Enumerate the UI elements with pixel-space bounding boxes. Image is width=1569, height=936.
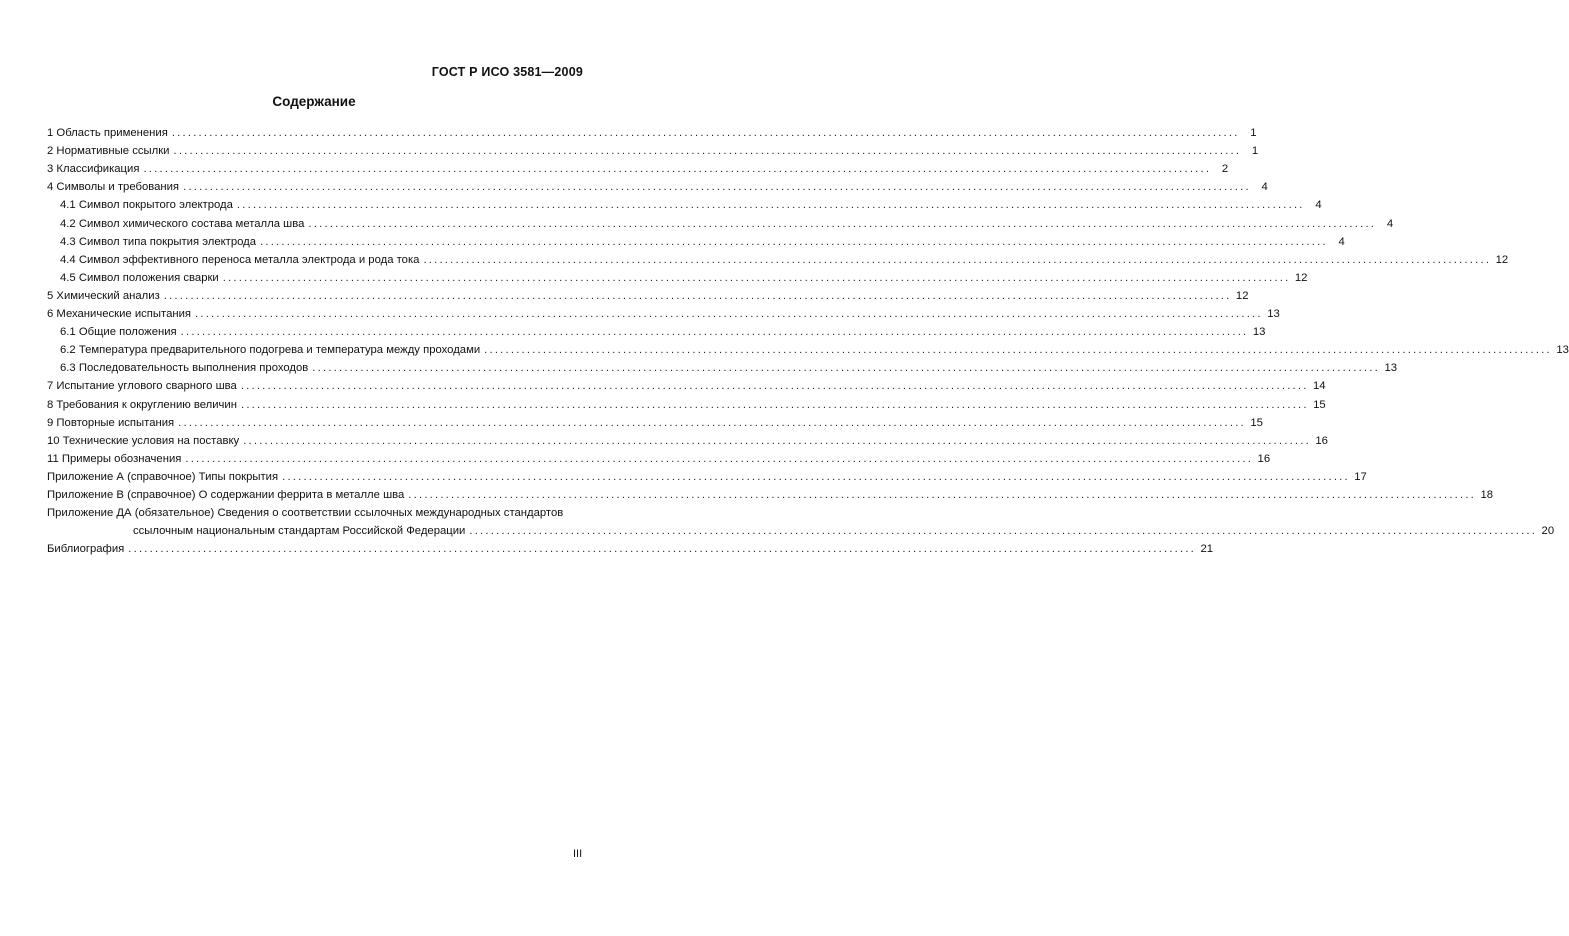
- toc-leader: ........................................................................................................................................................................................................: [240, 380, 1309, 393]
- toc-entry[interactable]: [47, 285, 1249, 303]
- toc-entry-page: 13: [1267, 308, 1280, 321]
- toc-entry-page: 16: [1257, 452, 1271, 465]
- toc-entry-label: 3 Классификация: [47, 163, 140, 176]
- toc-entry-page: 4: [1261, 181, 1268, 194]
- toc-leader: ........................................................................................................................................................................................................: [171, 127, 1240, 140]
- toc-entry-page: 4: [1386, 217, 1394, 230]
- toc-entry-page: 1: [1250, 127, 1257, 140]
- toc-entry-page: 12: [1495, 253, 1509, 266]
- toc-entry-label: 10 Технические условия на поставку: [47, 434, 240, 447]
- toc-entry-page: 16: [1315, 434, 1328, 447]
- toc-entry[interactable]: [47, 448, 1271, 466]
- toc-entry-label: 4.2 Символ химического состава металла шва: [60, 217, 305, 230]
- toc-bibliography[interactable]: [47, 538, 1214, 556]
- toc-entry[interactable]: [47, 412, 1263, 430]
- toc-entry-page: 17: [1354, 470, 1367, 483]
- toc-entry[interactable]: [47, 430, 1328, 448]
- toc-entry[interactable]: [47, 375, 1326, 393]
- toc-entry-label: 11 Примеры обозначения: [47, 452, 182, 465]
- toc-entry-page: 2: [1221, 163, 1229, 176]
- toc-leader: ........................................................................................................................................................................................................: [236, 199, 1305, 212]
- toc-leader: ........................................................................................................................................................................................................: [260, 235, 1328, 248]
- toc-leader: ........................................................................................................................................................................................................: [282, 470, 1350, 483]
- toc-subentry[interactable]: [47, 194, 1322, 212]
- toc-entry[interactable]: [47, 393, 1326, 411]
- page-number: III: [573, 848, 583, 860]
- toc-entry-label: 6 Механические испытания: [47, 308, 192, 321]
- toc-entry-page: 12: [1294, 271, 1308, 284]
- toc-entry[interactable]: [47, 176, 1268, 194]
- toc-entry-page: 12: [1235, 289, 1249, 302]
- toc-entry-label: 9 Повторные испытания: [47, 416, 175, 429]
- toc-leader: ........................................................................................................................................................................................................: [183, 181, 1251, 194]
- toc-leader: ........................................................................................................................................................................................................: [222, 271, 1291, 284]
- toc-leader: ........................................................................................................................................................................................................: [185, 452, 1254, 465]
- toc-entry-page: 13: [1384, 362, 1398, 375]
- toc-entry-page: 21: [1200, 543, 1214, 556]
- toc-entry-label: 8 Требования к округлению величин: [47, 398, 237, 411]
- toc-entry-label: Приложение А (справочное) Типы покрытия: [47, 470, 279, 483]
- toc-leader: ........................................................................................................................................................................................................: [308, 217, 1377, 230]
- toc-entry[interactable]: [47, 140, 1259, 158]
- toc-subentry[interactable]: [47, 321, 1266, 339]
- toc-leader: ........................................................................................................................................................................................................: [173, 145, 1242, 158]
- toc-entry-label: 4.5 Символ положения сварки: [60, 271, 219, 284]
- toc-entry-label: 2 Нормативные ссылки: [47, 145, 170, 158]
- toc-entry-label: 6.2 Температура предварительного подогрева и температура между проходами: [60, 344, 481, 357]
- toc-entry-label-continued: ссылочным национальным стандартам Российской Федерации: [133, 524, 466, 537]
- standard-designation: ГОСТ Р ИСО 3581—2009: [431, 65, 583, 79]
- toc-leader: ........................................................................................................................................................................................................: [423, 253, 1492, 266]
- toc-entry-page: 15: [1250, 416, 1263, 429]
- toc-subentry[interactable]: [47, 249, 1509, 267]
- toc-entry-page: 20: [1541, 524, 1555, 537]
- toc-appendix[interactable]: [47, 466, 1367, 484]
- toc-entry-label: 4.1 Символ покрытого электрода: [60, 199, 233, 212]
- toc-entry[interactable]: [47, 303, 1280, 321]
- toc-entry-page: 4: [1338, 235, 1345, 248]
- toc-subentry[interactable]: [47, 231, 1345, 249]
- toc-entry-label: 6.3 Последовательность выполнения проходов: [60, 362, 309, 375]
- toc-appendix[interactable]: [47, 484, 1494, 502]
- toc-entry-label: 5 Химический анализ: [47, 289, 160, 302]
- toc-entry-label: 7 Испытание углового сварного шва: [47, 380, 237, 393]
- toc-entry-page: 4: [1315, 199, 1322, 212]
- toc-entry-label: 4 Символы и требования: [47, 181, 180, 194]
- toc-leader: ........................................................................................................................................................................................................: [312, 362, 1381, 375]
- toc-entry-page: 18: [1480, 488, 1494, 501]
- toc-entry[interactable]: [47, 158, 1229, 176]
- toc-entry-label: Приложение В (справочное) О содержании феррита в металле шва: [47, 488, 405, 501]
- toc-entry-label: 1 Область применения: [47, 127, 168, 140]
- toc-entry-page: 13: [1252, 326, 1266, 339]
- toc-leader: ........................................................................................................................................................................................................: [484, 344, 1552, 357]
- toc-leader: ........................................................................................................................................................................................................: [195, 308, 1263, 321]
- toc-subentry[interactable]: [47, 212, 1394, 230]
- toc-leader: ........................................................................................................................................................................................................: [469, 524, 1538, 537]
- toc-leader: ........................................................................................................................................................................................................: [243, 434, 1311, 447]
- toc-leader: ........................................................................................................................................................................................................: [240, 398, 1309, 411]
- toc-leader: ........................................................................................................................................................................................................: [163, 289, 1232, 302]
- toc-subentry[interactable]: [47, 339, 1569, 357]
- toc-leader: ........................................................................................................................................................................................................: [143, 163, 1212, 176]
- toc-leader: ........................................................................................................................................................................................................: [178, 416, 1246, 429]
- toc-leader: ........................................................................................................................................................................................................: [180, 326, 1249, 339]
- toc-subentry[interactable]: [47, 267, 1308, 285]
- toc-entry-label: Приложение ДА (обязательное) Сведения о соответствии ссылочных международных стандартов: [47, 506, 564, 519]
- toc-entry-page: 14: [1312, 380, 1326, 393]
- toc-entry[interactable]: [47, 122, 1257, 140]
- toc-leader: ........................................................................................................................................................................................................: [408, 488, 1477, 501]
- table-of-contents: [47, 122, 1569, 556]
- toc-entry-label: 6.1 Общие положения: [60, 326, 177, 339]
- toc-entry-page: 15: [1313, 398, 1326, 411]
- toc-entry-label: 4.3 Символ типа покрытия электрода: [60, 235, 257, 248]
- toc-entry-label: 4.4 Символ эффективного переноса металла электрода и рода тока: [60, 253, 420, 266]
- toc-entry-page: 13: [1556, 344, 1569, 357]
- toc-entry-label: Библиография: [47, 543, 125, 556]
- toc-leader: ........................................................................................................................................................................................................: [128, 543, 1197, 556]
- toc-appendix-da[interactable]: [47, 506, 1555, 538]
- toc-subentry[interactable]: [47, 357, 1398, 375]
- toc-entry-page: 1: [1251, 145, 1259, 158]
- page-title: Содержание: [272, 94, 356, 109]
